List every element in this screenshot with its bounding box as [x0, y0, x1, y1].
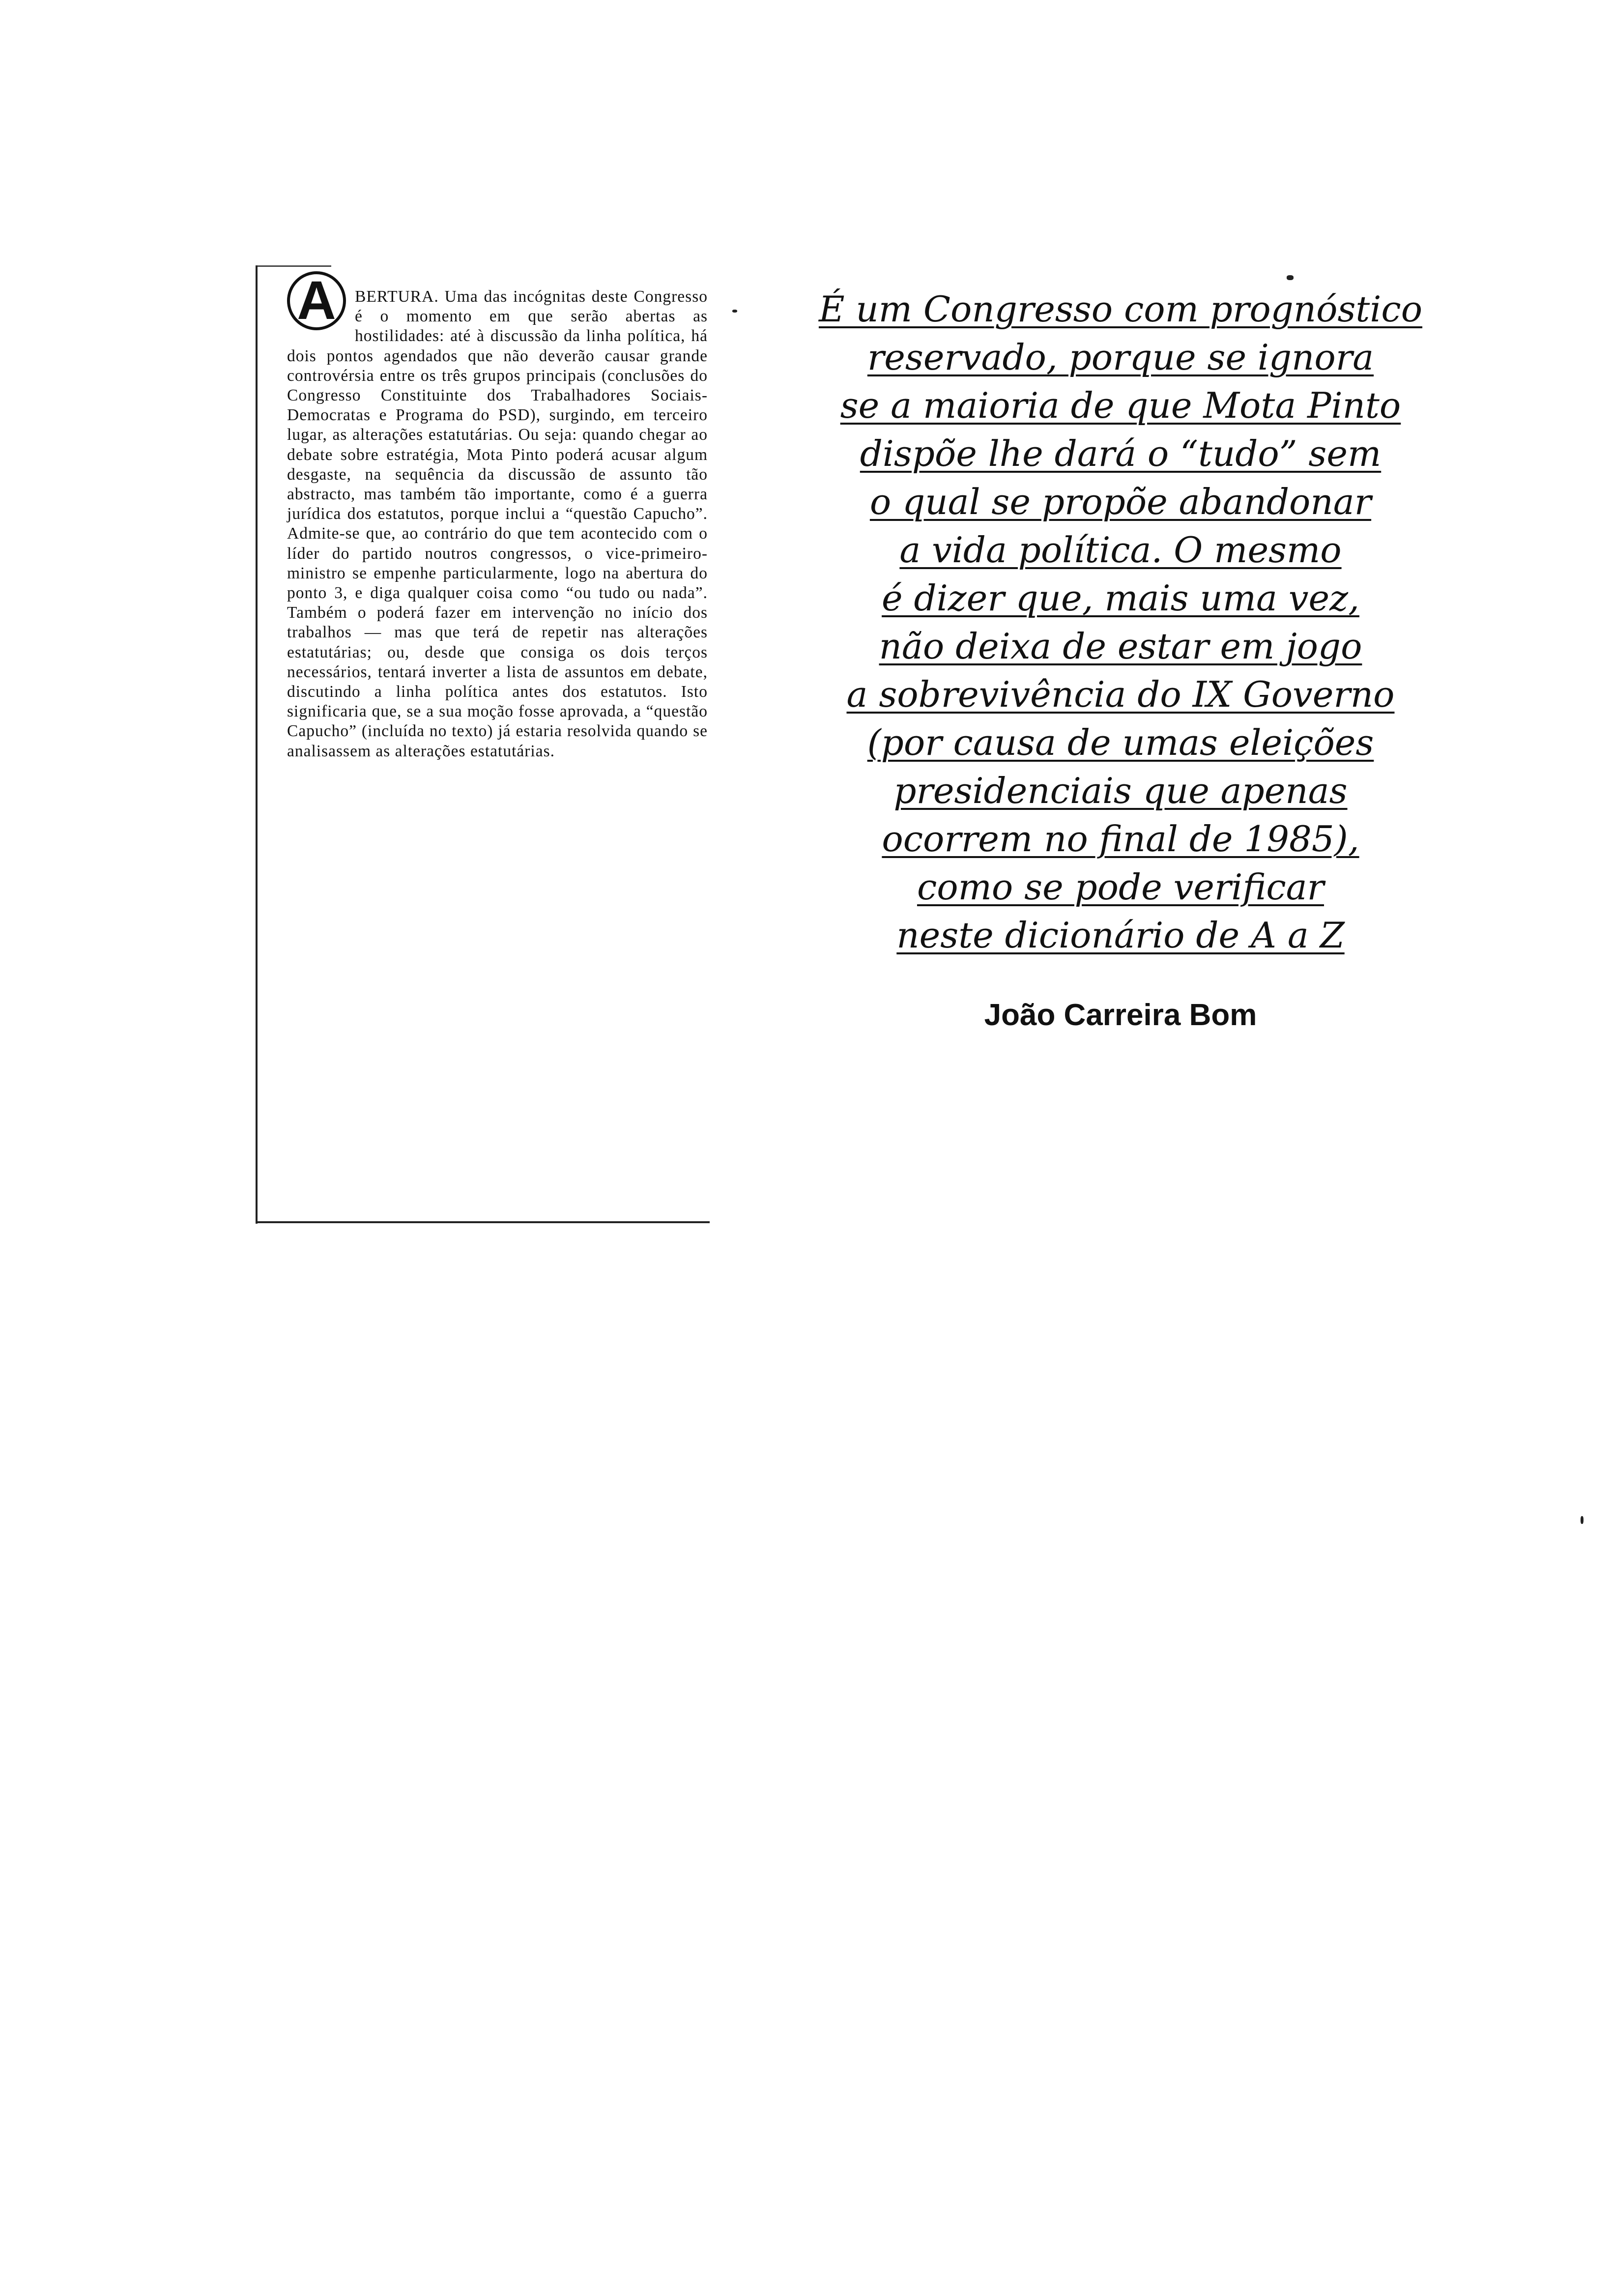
quote-line: reservado, porque se ignora: [867, 337, 1374, 378]
quote-line: a vida política. O mesmo: [899, 529, 1342, 571]
quote-line: neste dicionário de A a Z: [896, 915, 1345, 956]
quote-line: dispõe lhe dará o “tudo” sem: [860, 433, 1382, 474]
article-column: [256, 265, 708, 1224]
article-body: BERTURA. Uma das incógnitas deste Congresso é o momento em que serão abertas as hostilidades: até à discussão da linha política, há dois pontos agendados que não deverão causar grande controvérsia entre os três grupos principais (conclusões do Congresso Constituinte dos Trabalhadores Sociais-Democratas e Programa do PSD), surgindo, em terceiro lugar, as alterações estatutárias. Ou seja: quando chegar ao debate sobre estratégia, Mota Pinto poderá acusar algum desgaste, na sequência da discussão de assunto tão abstracto, mas também tão importante, como é a guerra jurídica dos estatutos, porque inclui a “questão Capucho”. Admite-se que, ao contrário do que tem acontecido com o líder do partido noutros congressos, o vice-primeiro-ministro se empenhe particularmente, logo na abertura do ponto 3, e diga qualquer coisa como “ou tudo ou nada”. Também o poderá fazer em intervenção no início dos trabalhos — mas que terá de repetir nas alterações estatutárias; ou, desde que consiga os dois terços necessários, tentará inverter a lista de assuntos em debate, discutindo a linha política antes dos estatutos. Isto significaria que, se a sua moção fosse aprovada, a “questão Capucho” (incluída no texto) já estaria resolvida quando se analisassem as alterações estatutárias.: [287, 287, 708, 760]
scan-speck: [1581, 1516, 1583, 1524]
quote-line: a sobrevivência do IX Governo: [846, 674, 1395, 715]
bottom-rule: [258, 1221, 710, 1223]
scan-speck: [732, 310, 737, 313]
quote-line: se a maioria de que Mota Pinto: [840, 385, 1401, 426]
quote-line: ocorrem no final de 1985),: [882, 818, 1359, 860]
author-byline: João Carreira Bom: [984, 998, 1257, 1032]
quote-line: presidenciais que apenas: [893, 770, 1348, 811]
newspaper-clipping: [256, 265, 1514, 1248]
quote-line: o qual se propõe abandonar: [869, 481, 1372, 522]
quote-line: não deixa de estar em jogo: [879, 626, 1362, 667]
scan-speck: [1287, 275, 1294, 280]
pull-quote: [727, 285, 1514, 1120]
top-rule: [258, 265, 331, 267]
dropcap-letter: A: [287, 271, 346, 330]
quote-lines: [727, 285, 1514, 959]
quote-line: É um Congresso com prognóstico: [818, 288, 1423, 330]
quote-line: como se pode verificar: [917, 866, 1324, 908]
quote-line: é dizer que, mais uma vez,: [882, 577, 1359, 619]
quote-line: (por causa de umas eleições: [867, 722, 1374, 763]
